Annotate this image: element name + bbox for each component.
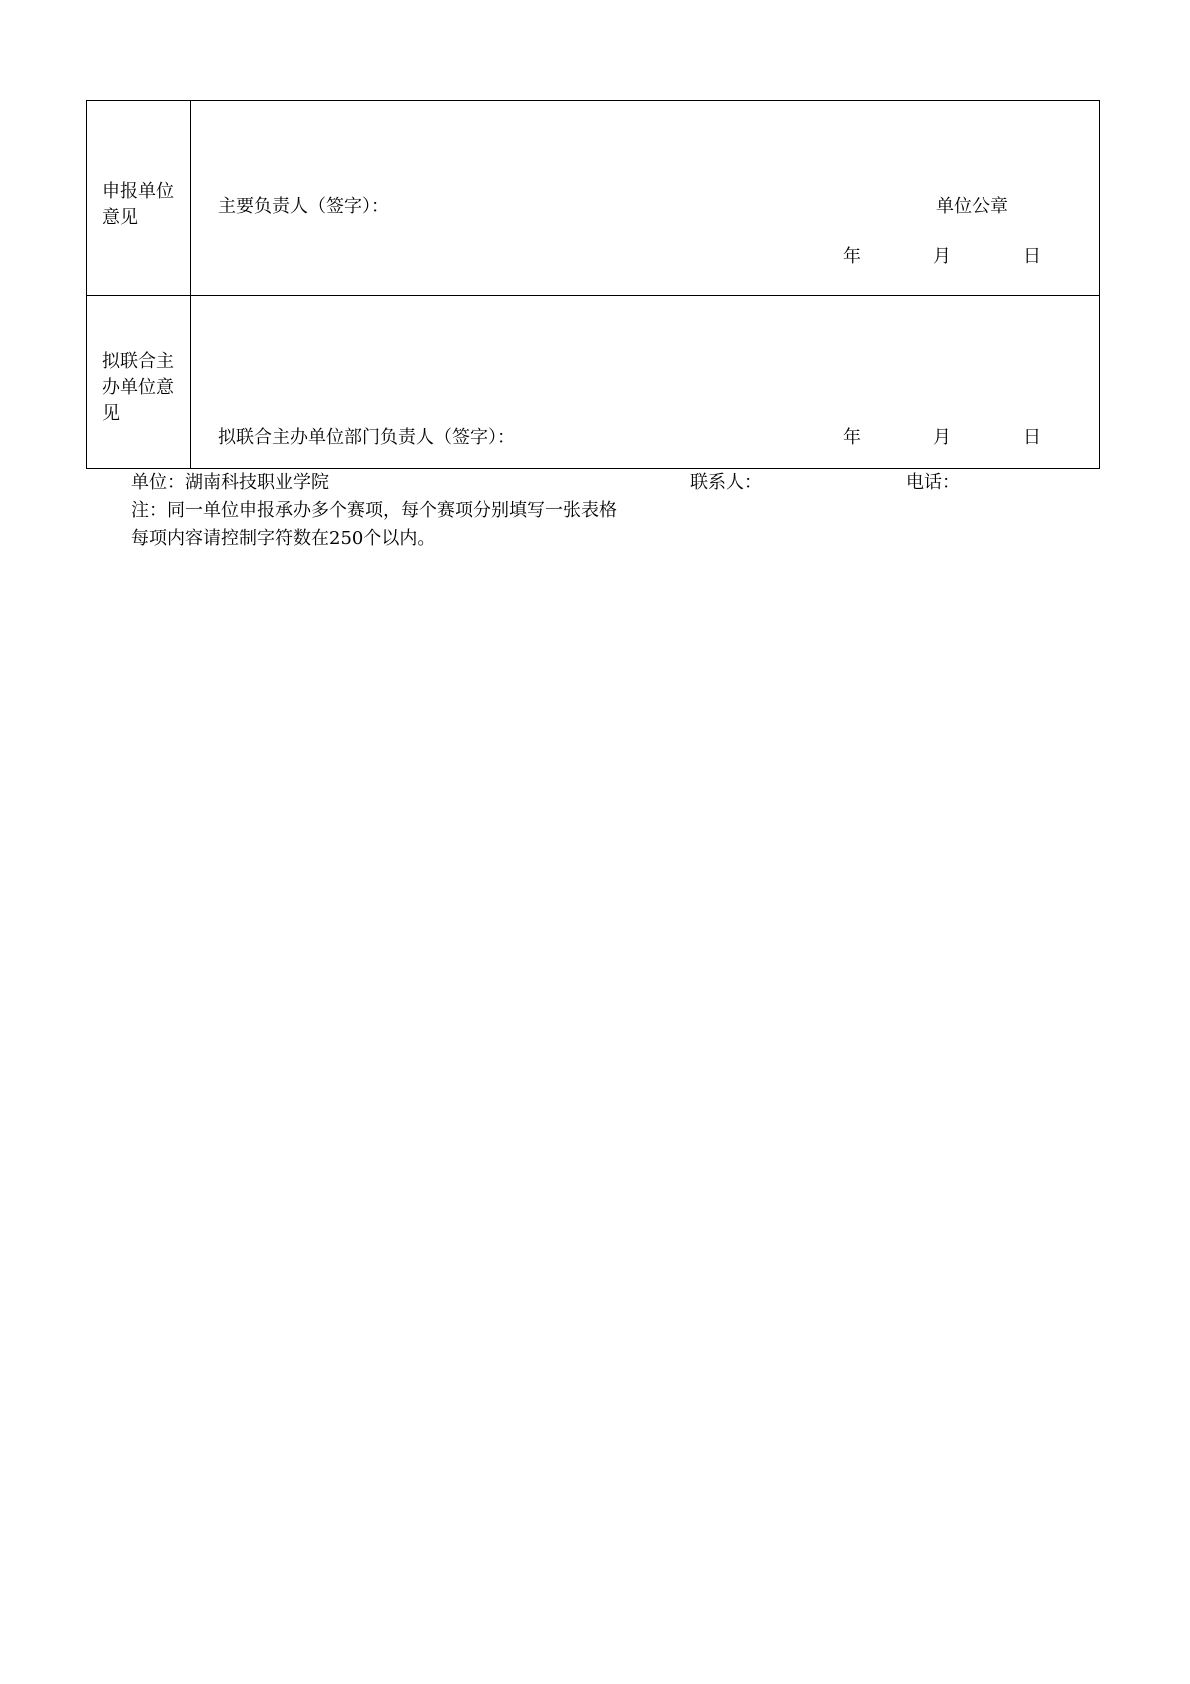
day-label: 日 [1023, 246, 1041, 267]
co-organizer-signature-label: 拟联合主办单位部门负责人（签字）： [218, 427, 515, 448]
applicant-opinion-row [87, 101, 1099, 296]
month-label: 月 [933, 246, 951, 267]
day-label: 日 [1023, 427, 1041, 448]
co-organizer-opinion-label-cell [87, 296, 191, 468]
footer-unit: 单位：湖南科技职业学院 [131, 472, 329, 493]
unit-seal-label: 单位公章 [936, 196, 1008, 217]
applicant-opinion-label: 申报单位意见 [102, 181, 174, 228]
year-label: 年 [843, 427, 861, 448]
month-label: 月 [933, 427, 951, 448]
applicant-opinion-label-cell [87, 101, 191, 295]
principal-signature-label: 主要负责人（签字）： [218, 196, 389, 217]
co-organizer-opinion-label: 拟联合主办单位意见 [102, 351, 174, 424]
footer-note-1: 注：同一单位申报承办多个赛项，每个赛项分别填写一张表格 [131, 500, 617, 521]
footer-note-2: 每项内容请控制字符数在250个以内。 [131, 528, 436, 549]
footer-phone: 电话： [906, 472, 960, 493]
year-label: 年 [843, 246, 861, 267]
opinion-table [86, 100, 1100, 469]
co-organizer-opinion-row [87, 296, 1099, 468]
footer-contact: 联系人： [690, 472, 762, 493]
